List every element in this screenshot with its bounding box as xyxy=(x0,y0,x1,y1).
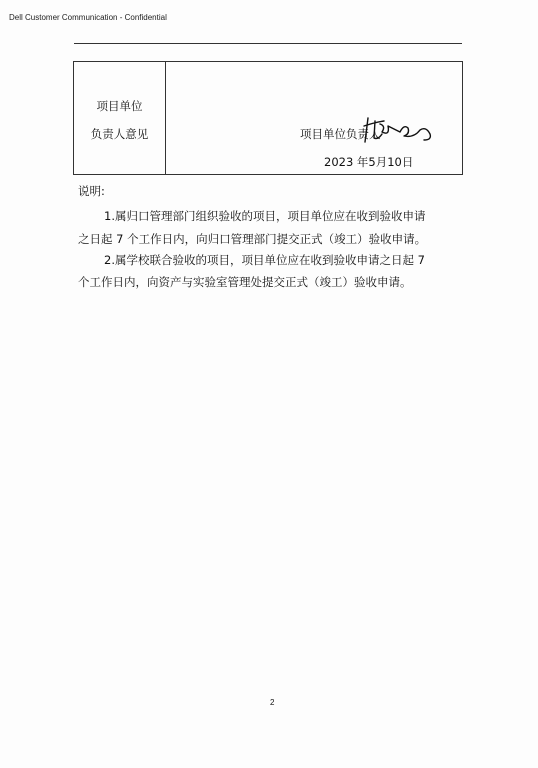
note-item-1-line-1: 1.属归口管理部门组织验收的项目，项目单位应在收到验收申请 xyxy=(104,209,426,223)
note-item-1-line-2: 之日起 7 个工作日内，向归口管理部门提交正式（竣工）验收申请。 xyxy=(78,232,427,246)
table-divider xyxy=(165,62,166,174)
page-number: 2 xyxy=(270,698,275,707)
signature-date: 2023 年5月10日 xyxy=(324,155,414,169)
signer-label: 项目单位负责人 xyxy=(300,127,381,141)
opinion-table xyxy=(73,61,463,175)
confidential-header: Dell Customer Communication - Confidential xyxy=(9,13,167,22)
note-item-2-line-1: 2.属学校联合验收的项目，项目单位应在收到验收申请之日起 7 xyxy=(104,253,425,267)
label-leader-opinion: 负责人意见 xyxy=(90,127,149,141)
handwritten-signature xyxy=(360,112,440,146)
top-rule xyxy=(74,43,462,44)
notes-heading: 说明: xyxy=(78,184,105,198)
note-item-2-line-2: 个工作日内，向资产与实验室管理处提交正式（竣工）验收申请。 xyxy=(78,275,412,289)
label-project-unit: 项目单位 xyxy=(96,99,143,113)
